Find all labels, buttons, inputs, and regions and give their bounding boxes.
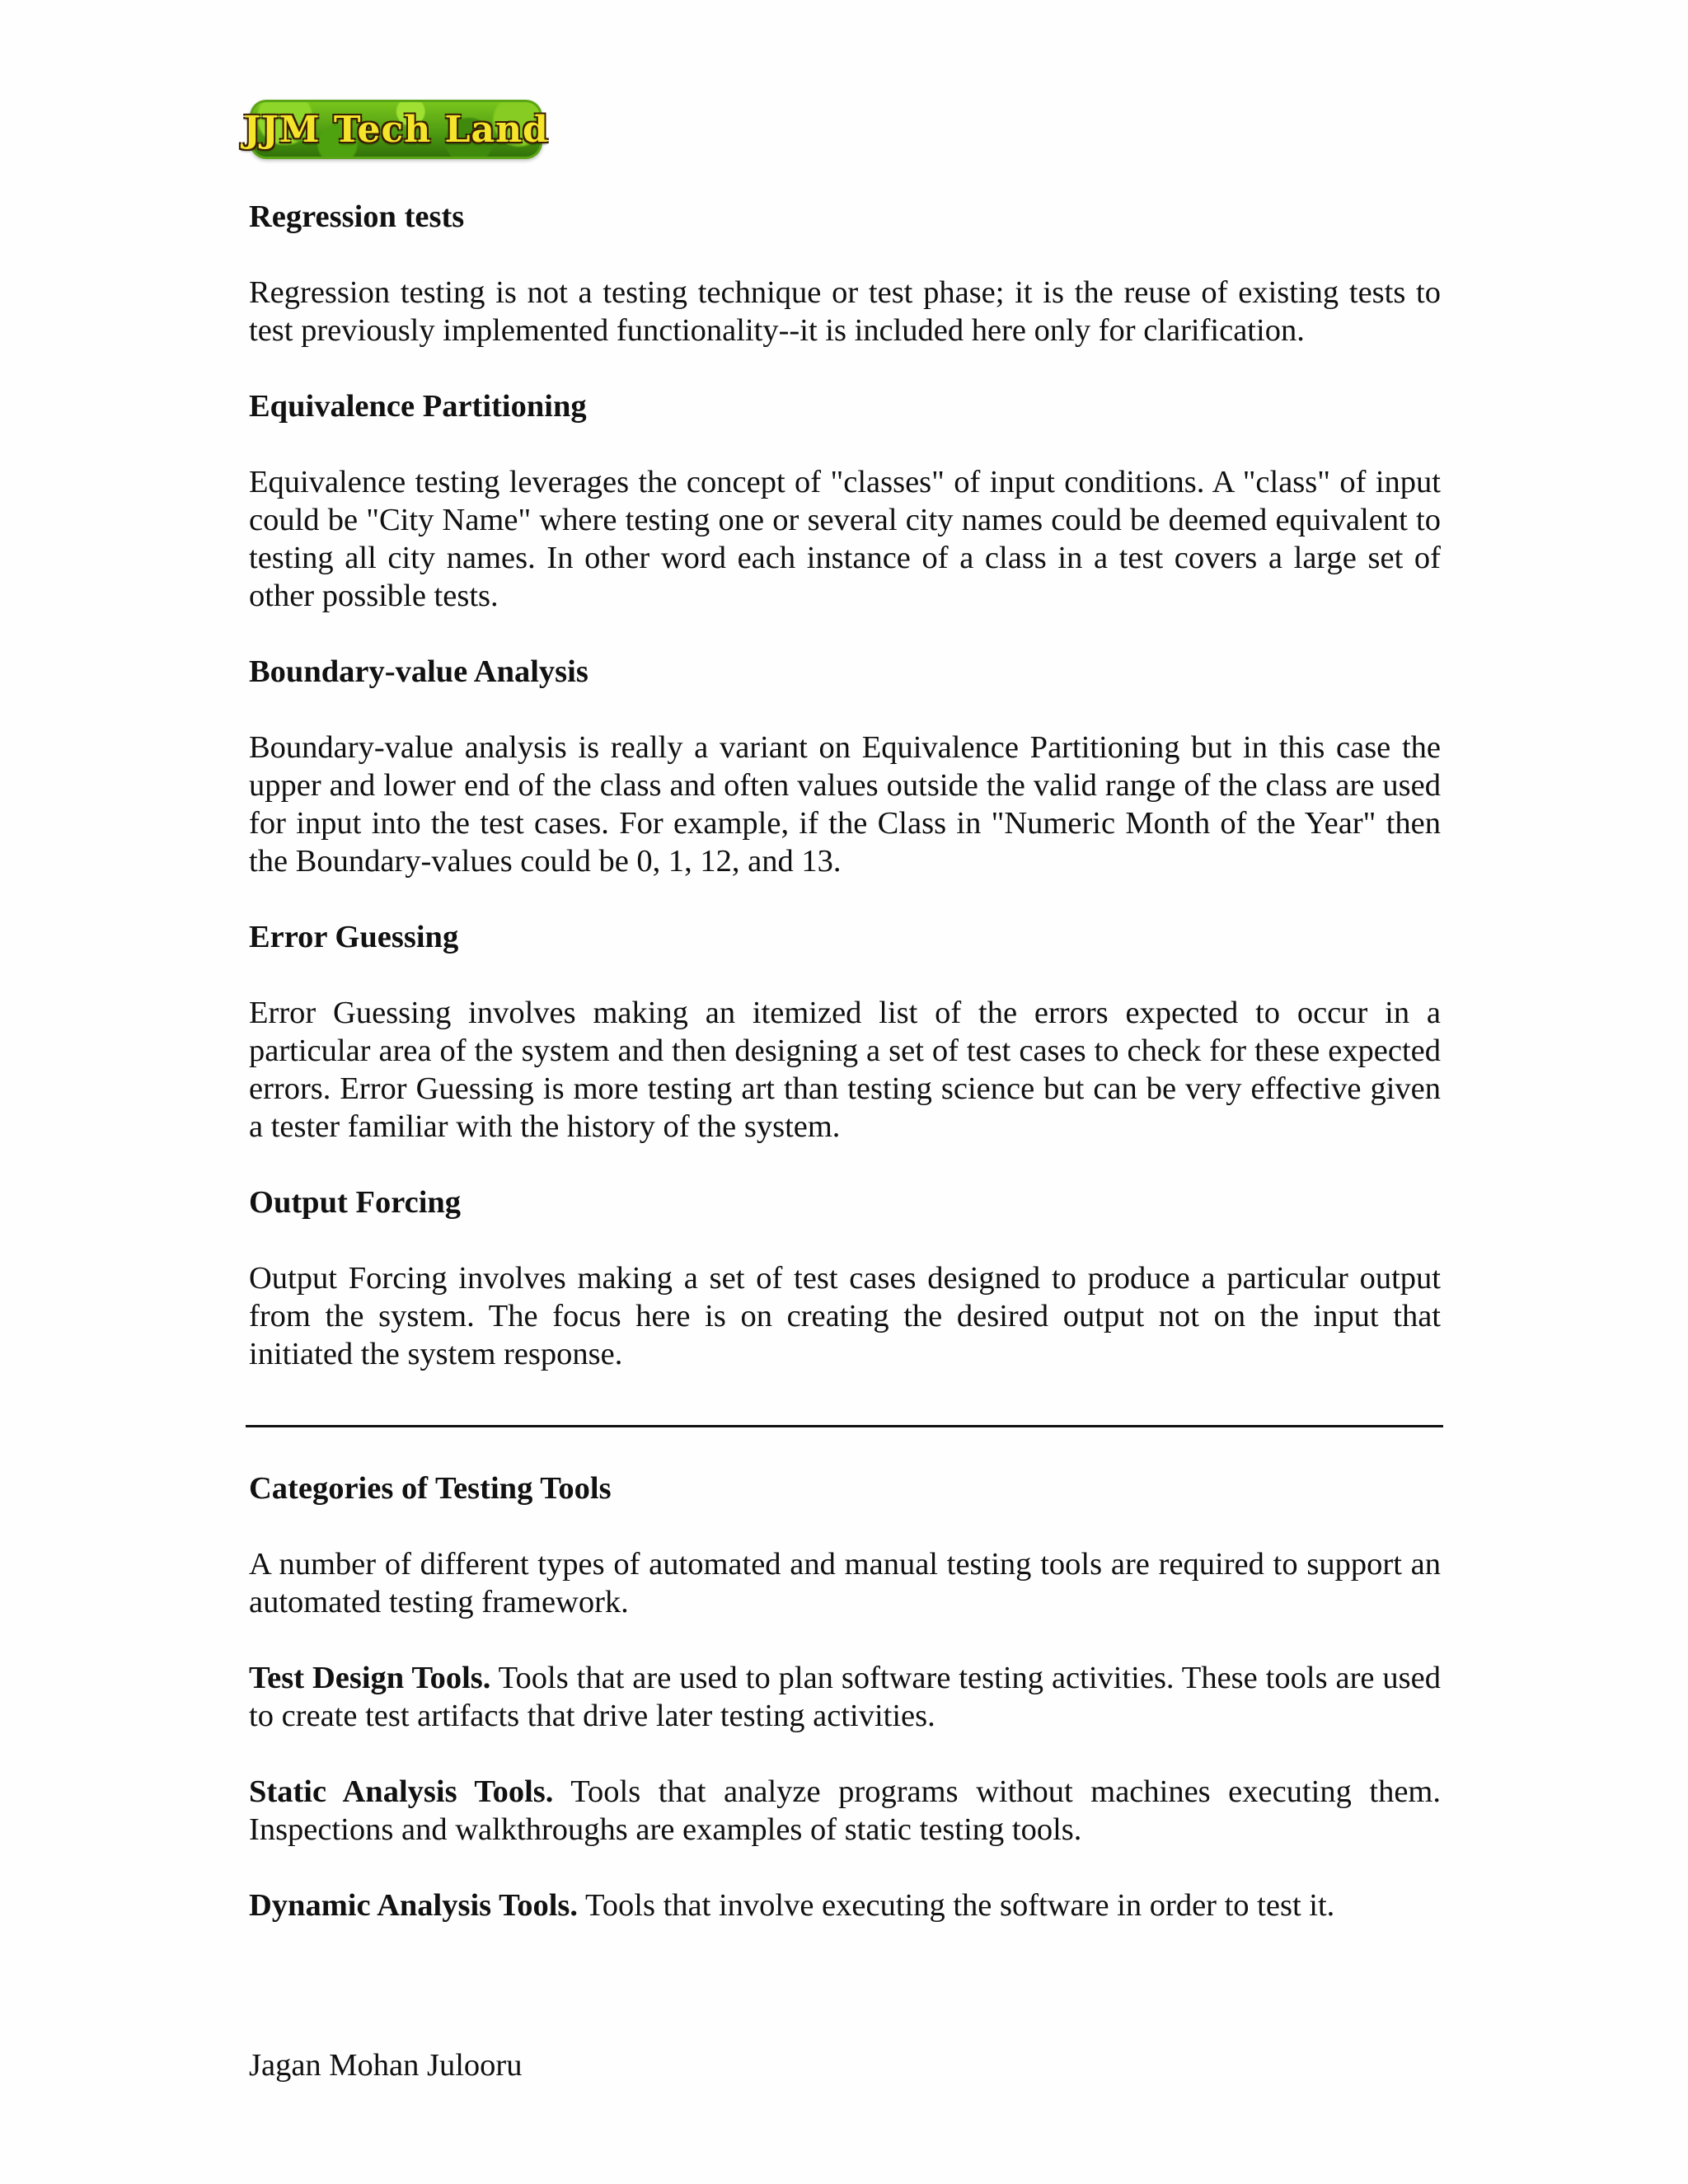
section-body-equivalence: Equivalence testing leverages the concept of "classes" of input conditions. A "class" of input could be "City Name" where testing one or several city names could be deemed equivalent to testing all city names. In other word each instance of a class in a test covers a large set of other possible tests. bbox=[249, 465, 1441, 613]
logo-text: JJM Tech Land bbox=[243, 108, 549, 151]
tool-item-static-analysis bbox=[249, 1773, 1441, 1849]
section-heading-output-forcing: Output Forcing bbox=[249, 1185, 462, 1220]
section-body-regression: Regression testing is not a testing technique or test phase; it is the reuse of existing tests to test previously implemented functionality--it is included here only for clarification. bbox=[249, 275, 1441, 348]
tool-item-dynamic-analysis bbox=[249, 1886, 1441, 1924]
tool-item-lead: Static Analysis Tools. bbox=[249, 1774, 554, 1809]
jjm-tech-land-logo bbox=[243, 100, 549, 159]
tool-item-lead: Dynamic Analysis Tools. bbox=[249, 1888, 579, 1923]
section-heading-regression: Regression tests bbox=[249, 199, 465, 234]
tools-section bbox=[249, 1469, 1441, 1962]
tool-item-text: Tools that are used to plan software testing activities. These tools are used to create test artifacts that drive later testing activities. bbox=[249, 1661, 1441, 1733]
tools-intro: A number of different types of automated and manual testing tools are required to support an automated testing framework. bbox=[249, 1547, 1441, 1619]
tool-item-test-design bbox=[249, 1659, 1441, 1735]
techniques-section bbox=[249, 198, 1441, 1411]
tool-item-text: Tools that analyze programs without machines executing them. Inspections and walkthroughs are examples of static testing tools. bbox=[249, 1774, 1441, 1847]
section-body-output-forcing: Output Forcing involves making a set of test cases designed to produce a particular output from the system. The focus here is on creating the desired output not on the input that initiated the system response. bbox=[249, 1261, 1441, 1371]
section-heading-equivalence: Equivalence Partitioning bbox=[249, 389, 587, 424]
tool-item-lead: Test Design Tools. bbox=[249, 1661, 491, 1695]
section-body-boundary: Boundary-value analysis is really a variant on Equivalence Partitioning but in this case the upper and lower end of the class and often values outside the valid range of the class are used for input into the test cases. For example, if the Class in "Numeric Month of the Year" then the Boundary-values could be 0, 1, 12, and 13. bbox=[249, 730, 1441, 879]
horizontal-divider bbox=[246, 1425, 1443, 1427]
tools-heading: Categories of Testing Tools bbox=[249, 1471, 612, 1506]
section-heading-boundary: Boundary-value Analysis bbox=[249, 654, 588, 689]
footer-author: Jagan Mohan Julooru bbox=[249, 2048, 523, 2083]
section-heading-error-guessing: Error Guessing bbox=[249, 920, 459, 954]
section-body-error-guessing: Error Guessing involves making an itemized list of the errors expected to occur in a particular area of the system and then designing a set of test cases to check for these expected errors. Error Guessing is more testing art than testing science but can be very effective given a tester familiar with the history of the system. bbox=[249, 996, 1441, 1144]
tool-item-text: Tools that involve executing the software in order to test it. bbox=[578, 1888, 1335, 1923]
